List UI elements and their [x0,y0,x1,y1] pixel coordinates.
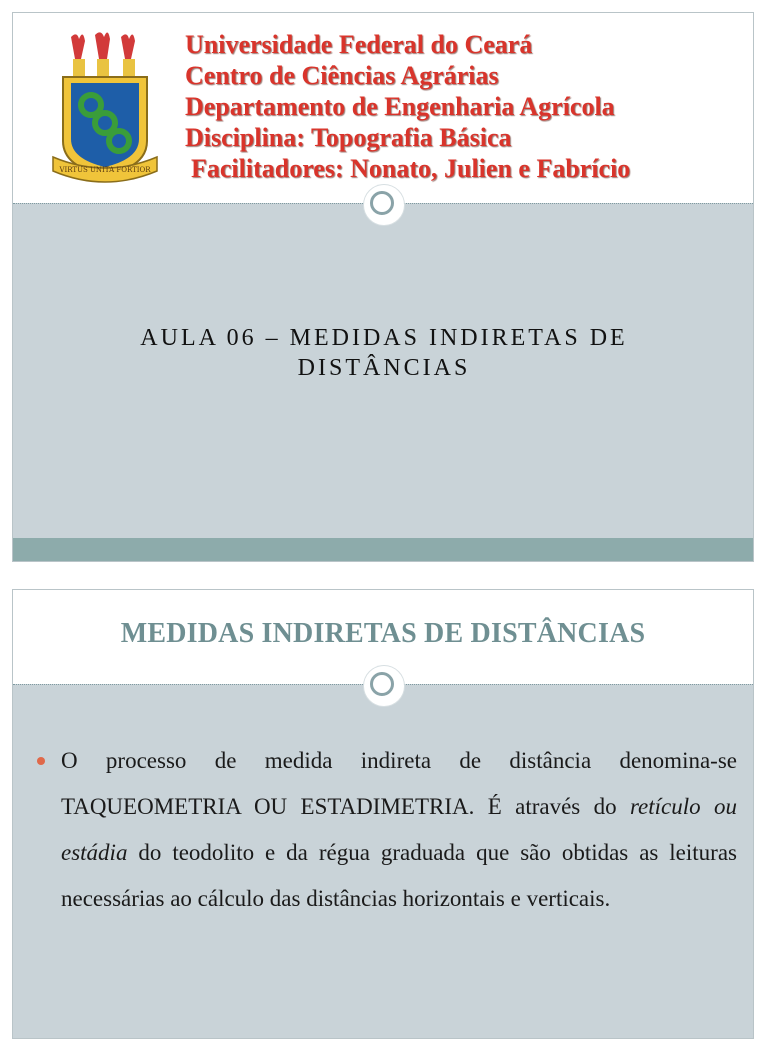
lesson-title-line2: DISTÂNCIAS [297,355,471,381]
slide-header [13,13,753,203]
institution-header [185,29,630,184]
bullet-text-italic: retículo ou estádia [61,794,737,865]
crest-motto: VIRTUS UNITA FORTIOR [59,166,151,174]
bullet-item [37,738,737,922]
bullet-text-part1: O processo de medida indireta de distância denomina-se TAQUEOMETRIA OU ESTADIMETRIA. É através do [61,748,737,819]
torch-icons [71,32,135,79]
ring-connector-icon [364,185,404,225]
university-name: Universidade Federal do Ceará [185,30,533,59]
course-name: Disciplina: Topografia Básica [185,123,512,152]
ring-connector-icon [364,666,404,706]
slide-title: MEDIDAS INDIRETAS DE DISTÂNCIAS [120,618,646,649]
content-slide [12,589,754,1039]
department-name: Departamento de Engenharia Agrícola [185,92,615,121]
bullet-text-part2: do teodolito e da régua graduada que são obtidas as leituras necessárias ao cálculo das distâncias horizontais e verticais. [61,840,737,911]
center-name: Centro de Ciências Agrárias [185,61,499,90]
bullet-text [61,738,737,922]
facilitators: Facilitadores: Nonato, Julien e Fabrício [191,154,631,183]
slide-footer-band [13,538,753,562]
bullet-dot-icon [37,757,45,765]
university-crest [49,29,161,185]
lesson-title-line1: AULA 06 – MEDIDAS INDIRETAS DE [140,325,628,351]
title-slide [12,12,754,562]
lesson-title [53,323,715,383]
